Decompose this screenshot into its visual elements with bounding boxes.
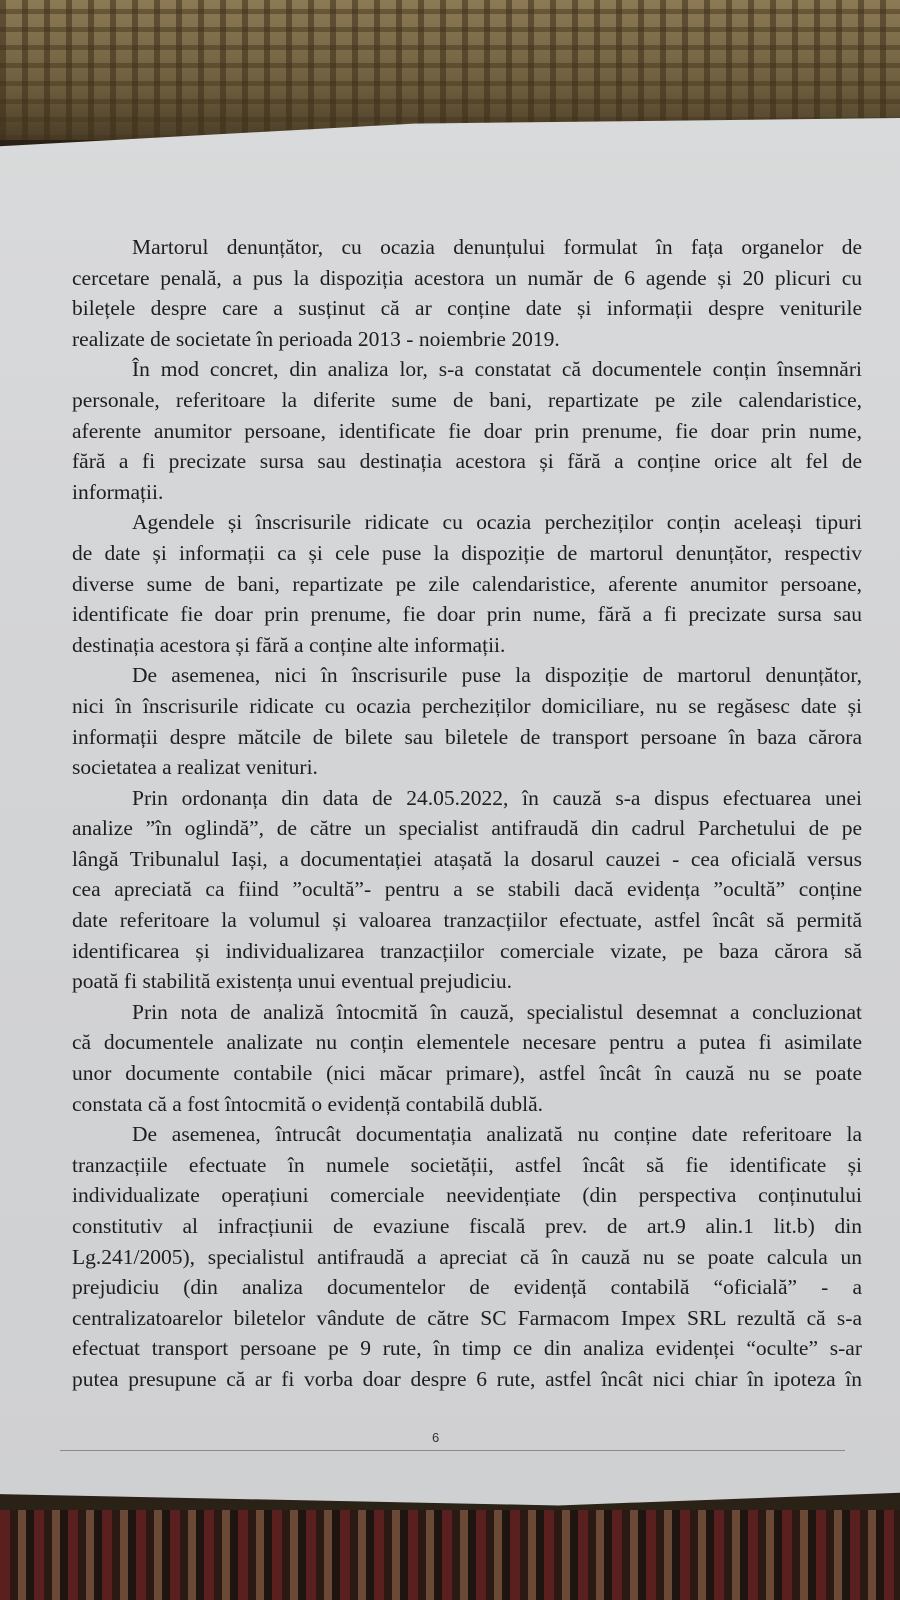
text-line: unor documente contabile (nici măcar primare), astfel încât în cauză nu se poate — [72, 1061, 862, 1086]
text-line: analize ”în oglindă”, de către un specialist antifraudă din cadrul Parchetului de pe — [72, 816, 862, 841]
text-line: constata că a fost întocmită o evidență contabilă dublă. — [72, 1091, 544, 1116]
text-line: personale, referitoare la diferite sume de bani, repartizate pe zile calendaristice, — [72, 387, 862, 412]
text-line: putea presupune că ar fi vorba doar despre 6 rute, astfel încât nici chiar în ipoteza în — [72, 1366, 862, 1391]
text-line: nici în înscrisurile ridicate cu ocazia percheziților domiciliare, nu se regăsesc date și — [72, 693, 862, 718]
text-line: identificate fie doar prin prenume, fie doar prin nume, fără a fi precizate sursa sau — [72, 602, 862, 627]
background-fabric — [0, 1510, 900, 1600]
text-line: date referitoare la volumul și valoarea tranzacțiilor efectuate, astfel încât să permită — [72, 908, 862, 933]
text-line: aferente anumitor persoane, identificate fie doar prin prenume, fie doar prin nume, — [72, 418, 862, 443]
text-line: că documentele analizate nu conțin elementele necesare pentru a putea fi asimilate — [72, 1030, 862, 1055]
text-line: poată fi stabilită existența unui eventual prejudiciu. — [72, 969, 513, 994]
text-line: Martorul denunțător, cu ocazia denunțului formulat în fața organelor de — [132, 235, 862, 259]
text-line: realizate de societate în perioada 2013 - noiembrie 2019. — [72, 326, 560, 351]
text-line: De asemenea, nici în înscrisurile puse la dispoziție de martorul denunțător, — [132, 663, 862, 688]
text-line: constitutiv al infracțiunii de evaziune fiscală prev. de art.9 alin.1 lit.b) din — [72, 1214, 862, 1238]
text-line: Prin nota de analiză întocmită în cauză, specialistul desemnat a concluzionat — [132, 999, 862, 1024]
text-line: efectuat transport persoane pe 9 rute, în timp ce din analiza evidenței “oculte” s-ar — [72, 1336, 862, 1361]
text-line: cea apreciată ca fiind ”ocultă”- pentru a se stabili dacă evidența ”ocultă” conține — [72, 877, 862, 902]
text-line: centralizatoarelor biletelor vândute de către SC Farmacom Impex SRL rezultă că s-a — [72, 1305, 862, 1330]
text-line: identificarea și individualizarea tranzacțiilor comerciale vizate, pe baza cărora să — [72, 938, 862, 963]
text-line: În mod concret, din analiza lor, s-a constatat că documentele conțin însemnări — [132, 357, 862, 382]
text-line: societatea a realizat venituri. — [72, 755, 318, 780]
paragraph-2 — [72, 354, 862, 507]
document-body — [72, 232, 862, 1395]
text-line: individualizate operațiuni comerciale neevidențiate (din perspectiva conținutului — [72, 1183, 862, 1208]
paragraph-3 — [72, 507, 862, 660]
text-line: fără a fi precizate sursa sau destinația acestora și fără a conține orice alt fel de — [72, 449, 862, 474]
text-line: Prin ordonanța din data de 24.05.2022, în cauză s-a dispus efectuarea unei — [132, 785, 862, 810]
text-line: cercetare penală, a pus la dispoziția acestora un număr de 6 agende și 20 plicuri cu — [72, 265, 862, 290]
paragraph-7 — [72, 1119, 862, 1394]
footer-divider — [60, 1450, 845, 1451]
paragraph-6 — [72, 997, 862, 1119]
paragraph-5 — [72, 783, 862, 997]
text-line: lângă Tribunalul Iași, a documentației atașată la dosarul cauzei - cea oficială versus — [72, 846, 862, 871]
paragraph-1 — [72, 232, 862, 354]
text-line: Agendele și înscrisurile ridicate cu ocazia percheziților conțin aceleași tipuri — [132, 510, 862, 535]
paragraph-4 — [72, 660, 862, 782]
text-line: Lg.241/2005), specialistul antifraudă a apreciat că în cauză nu se poate calcula un — [72, 1244, 862, 1269]
text-line: bilețele despre care a susținut că ar conține date și informații despre veniturile — [72, 296, 862, 321]
text-line: informații. — [72, 479, 164, 504]
background-rug — [0, 0, 900, 140]
text-line: diverse sume de bani, repartizate pe zile calendaristice, aferente anumitor persoane, — [72, 571, 862, 596]
text-line: destinația acestora și fără a conține alte informații. — [72, 632, 506, 657]
text-line: prejudiciu (din analiza documentelor de evidență contabilă “oficială” - a — [72, 1275, 862, 1300]
text-line: De asemenea, întrucât documentația analizată nu conține date referitoare la — [132, 1122, 862, 1147]
text-line: tranzacțiile efectuate în numele societății, astfel încât să fie identificate și — [72, 1152, 862, 1177]
page-number: 6 — [432, 1430, 440, 1445]
text-line: de date și informații ca și cele puse la dispoziție de martorul denunțător, respectiv — [72, 540, 862, 565]
text-line: informații despre mătcile de bilete sau biletele de transport persoane în baza cărora — [72, 724, 862, 749]
